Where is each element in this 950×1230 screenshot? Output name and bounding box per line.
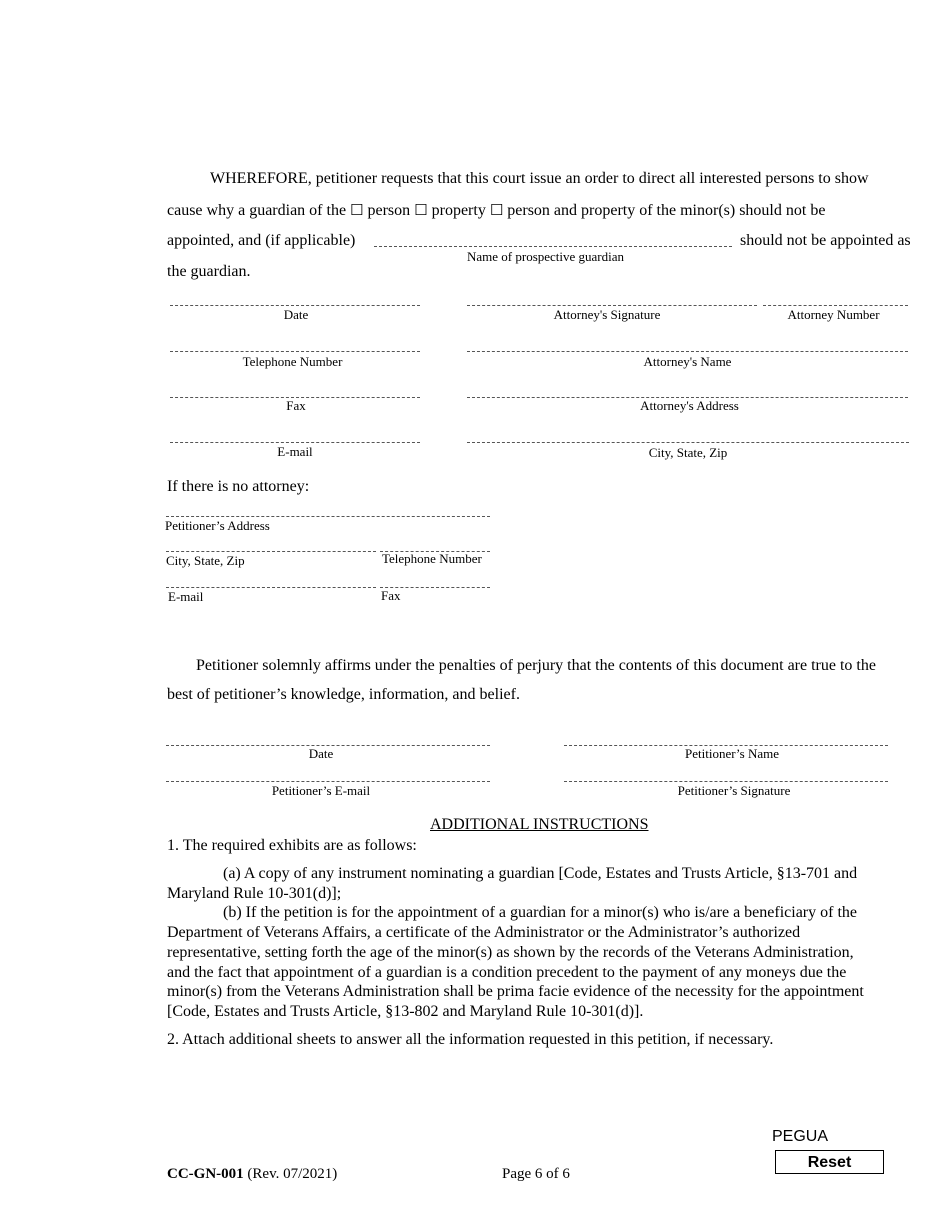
instructions-b-line-6: [Code, Estates and Trusts Article, §13-802 and Maryland Rule 10-301(d)]. — [167, 1002, 644, 1020]
petitioner-city-state-zip-line — [166, 551, 376, 552]
reset-button[interactable]: Reset — [775, 1150, 884, 1174]
person-checkbox[interactable]: ☐ — [350, 201, 364, 219]
petitioner-email-sig-line — [166, 781, 490, 782]
city-state-zip-label: City, State, Zip — [648, 445, 728, 460]
attorney-address-label: Attorney's Address — [640, 398, 739, 413]
telephone-label: Telephone Number — [242, 354, 343, 369]
petitioner-telephone-label: Telephone Number — [382, 551, 482, 566]
prospective-guardian-label: Name of prospective guardian — [467, 249, 625, 264]
email-field[interactable] — [170, 428, 420, 442]
petitioner-telephone-field[interactable] — [380, 537, 490, 551]
date-field[interactable] — [170, 291, 420, 305]
property-checkbox[interactable]: ☐ — [414, 201, 428, 219]
instructions-item-1: 1. The required exhibits are as follows: — [167, 837, 417, 854]
wherefore-line-4: the guardian. — [167, 263, 251, 280]
page-number: Page 6 of 6 — [502, 1166, 570, 1182]
no-attorney-heading: If there is no attorney: — [167, 478, 310, 495]
city-state-zip-field[interactable] — [467, 428, 909, 442]
email-label: E-mail — [277, 444, 313, 459]
petitioner-name-label: Petitioner’s Name — [685, 746, 779, 761]
person-and-property-checkbox[interactable]: ☐ — [489, 201, 504, 219]
petitioner-address-label: Petitioner’s Address — [165, 518, 270, 533]
attorney-name-field[interactable] — [467, 337, 908, 351]
wherefore-line-1: WHEREFORE, petitioner requests that this court issue an order to direct all interested persons to show — [210, 170, 869, 187]
attorney-name-line — [467, 351, 908, 352]
form-code: CC-GN-001 — [167, 1166, 244, 1182]
person-and-property-option-label: person and property of the minor(s) should not be — [507, 202, 826, 219]
petitioner-email-label: E-mail — [168, 589, 204, 604]
signature-date-label: Date — [308, 746, 334, 761]
signature-date-field[interactable] — [166, 731, 490, 745]
instructions-item-a — [167, 864, 864, 1022]
petitioner-city-state-zip-label: City, State, Zip — [166, 553, 245, 568]
instructions-item-2: 2. Attach additional sheets to answer all the information requested in this petition, if necessary. — [167, 1031, 774, 1048]
affirmation-line-2: best of petitioner’s knowledge, information, and belief. — [167, 686, 520, 703]
instructions-a-line-1: (a) A copy of any instrument nominating a guardian [Code, Estates and Trusts Article, §13-701 and — [223, 865, 858, 882]
petitioner-name-field[interactable] — [564, 731, 888, 745]
attorney-number-label: Attorney Number — [787, 307, 880, 322]
petitioner-fax-label: Fax — [381, 588, 401, 603]
attorney-number-field[interactable] — [763, 291, 908, 305]
wherefore-line-3-start: appointed, and (if applicable) — [167, 232, 356, 249]
instructions-b-line-1: (b) If the petition is for the appointment of a guardian for a minor(s) who is/are a beneficiary of the — [223, 904, 857, 922]
petitioner-email-line — [166, 587, 376, 588]
petitioner-address-line — [166, 516, 490, 517]
fax-label: Fax — [286, 398, 306, 413]
petitioner-fax-field[interactable] — [380, 573, 490, 587]
attorney-signature-field[interactable] — [467, 291, 757, 305]
attorney-address-field[interactable] — [467, 383, 908, 397]
date-line — [170, 305, 420, 306]
city-state-zip-line — [467, 442, 909, 443]
instructions-b-line-5: minor(s) from the Veterans Administration shall be prima facie evidence of the necessity for the appointment — [167, 983, 864, 1001]
person-option-label: person — [367, 202, 411, 219]
instructions-b-line-3: representative, setting forth the age of the minor(s) as shown by the records of the Veterans Administration, — [167, 943, 854, 961]
petitioner-email-field[interactable] — [166, 573, 376, 587]
petitioner-city-state-zip-field[interactable] — [166, 537, 376, 551]
attorney-number-line — [763, 305, 908, 306]
fax-field[interactable] — [170, 383, 420, 397]
property-option-label: property — [431, 202, 486, 219]
date-label: Date — [283, 307, 309, 322]
instructions-b-line-2: Department of Veterans Affairs, a certificate of the Administrator or the Administrator’s authorized — [167, 924, 801, 942]
telephone-field[interactable] — [170, 337, 420, 351]
affirmation-line-1: Petitioner solemnly affirms under the penalties of perjury that the contents of this document are true to the — [196, 657, 876, 674]
form-revision: (Rev. 07/2021) — [247, 1166, 338, 1182]
email-line — [170, 442, 420, 443]
instructions-b-line-4: and the fact that appointment of a guardian is a condition precedent to the payment of any moneys due the — [167, 963, 847, 981]
form-id: PEGUA — [772, 1128, 829, 1145]
petitioner-signature-label: Petitioner’s Signature — [677, 783, 791, 798]
attorney-signature-line — [467, 305, 757, 306]
prospective-guardian-field[interactable] — [374, 232, 732, 246]
petitioner-email-sig-label: Petitioner’s E-mail — [271, 783, 371, 798]
attorney-name-label: Attorney's Name — [643, 354, 732, 369]
prospective-guardian-line — [374, 246, 732, 247]
petitioner-address-field[interactable] — [166, 502, 490, 516]
wherefore-line-3-end: should not be appointed as — [740, 232, 911, 249]
petitioner-signature-line — [564, 781, 888, 782]
petitioner-email-sig-field[interactable] — [166, 767, 490, 781]
petitioner-signature-field[interactable] — [564, 767, 888, 781]
instructions-a-line-2: Maryland Rule 10-301(d)]; — [167, 884, 342, 902]
wherefore-line-2-start: cause why a guardian of the — [167, 202, 347, 219]
form-code-revision — [167, 1166, 337, 1183]
wherefore-line-2 — [167, 200, 825, 221]
attorney-signature-label: Attorney's Signature — [553, 307, 661, 322]
telephone-line — [170, 351, 420, 352]
instructions-heading: ADDITIONAL INSTRUCTIONS — [430, 816, 649, 833]
